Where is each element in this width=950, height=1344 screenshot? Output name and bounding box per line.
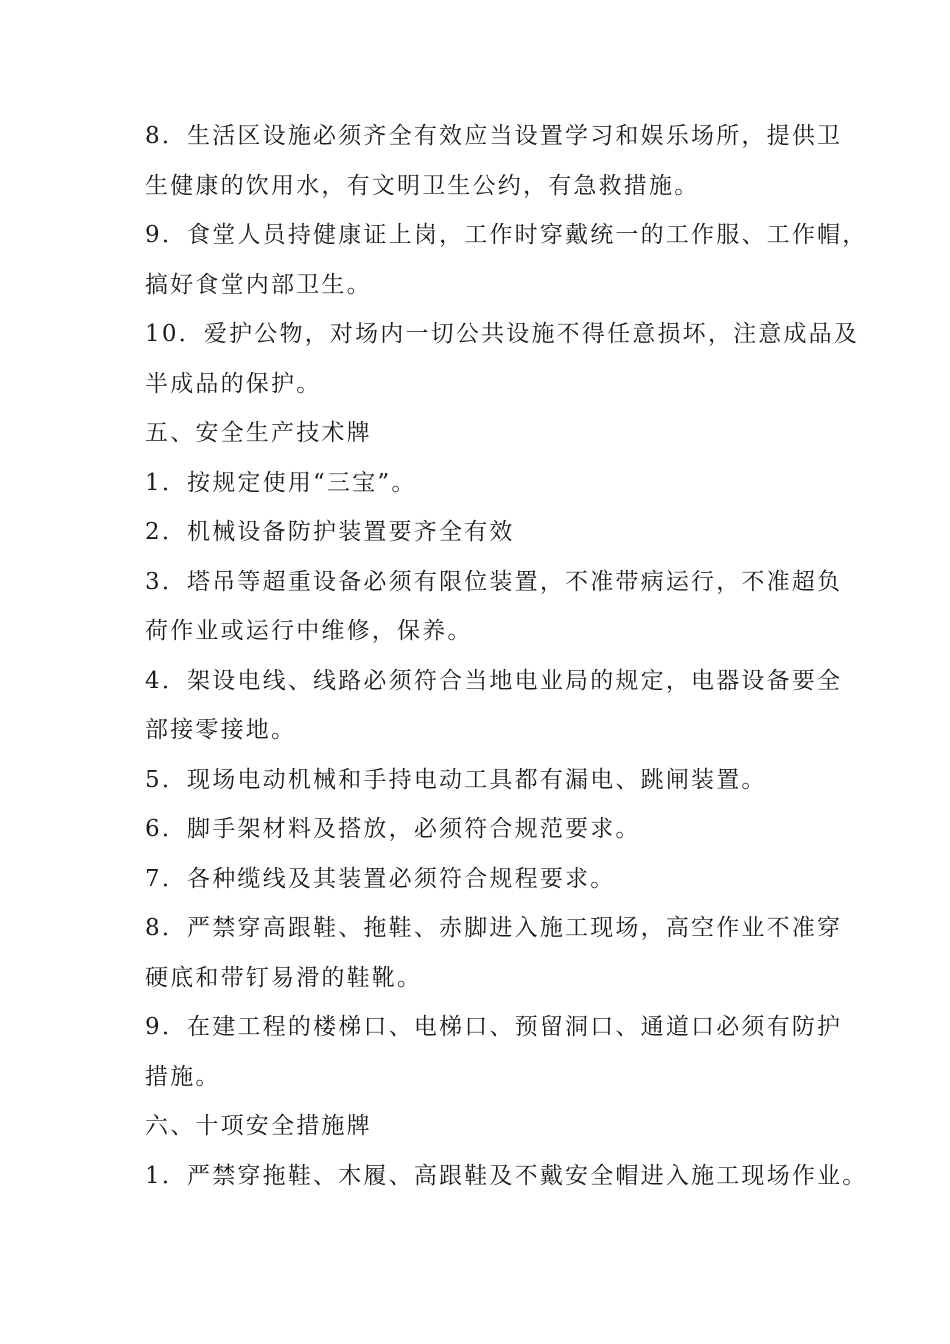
text-line: 8．严禁穿高跟鞋、拖鞋、赤脚进入施工现场，高空作业不准穿: [145, 915, 843, 941]
text-line: 5．现场电动机械和手持电动工具都有漏电、跳闸装置。: [145, 766, 767, 793]
text-line: 9．食堂人员持健康证上岗，工作时穿戴统一的工作服、工作帽，: [145, 222, 868, 248]
text-line: 部接零接地。: [145, 717, 297, 743]
document-body: [145, 112, 868, 1201]
text-line: 4．架设电线、线路必须符合当地电业局的规定，电器设备要全: [145, 667, 843, 694]
text-line: 10．爱护公物，对场内一切公共设施不得任意损坏，注意成品及: [145, 321, 860, 347]
text-line: 搞好食堂内部卫生。: [145, 271, 372, 298]
text-line: 8．生活区设施必须齐全有效应当设置学习和娱乐场所，提供卫: [145, 123, 843, 149]
section-heading: 五、安全生产技术牌: [145, 420, 372, 446]
text-line: 1．严禁穿拖鞋、木履、高跟鞋及不戴安全帽进入施工现场作业。: [145, 1162, 868, 1189]
text-line: 2．机械设备防护装置要齐全有效: [145, 519, 515, 545]
text-line: 7．各种缆线及其装置必须符合规程要求。: [145, 865, 616, 892]
section-heading: 六、十项安全措施牌: [145, 1113, 372, 1139]
text-line: 生健康的饮用水，有文明卫生公约，有急救措施。: [145, 172, 700, 199]
text-line: 半成品的保护。: [145, 370, 322, 397]
text-line: 硬底和带钉易滑的鞋靴。: [145, 964, 423, 991]
text-line: 1．按规定使用“三宝”。: [145, 469, 417, 496]
text-line: 荷作业或运行中维修，保养。: [145, 618, 473, 644]
text-line: 6．脚手架材料及搭放，必须符合规范要求。: [145, 816, 641, 842]
text-line: 3．塔吊等超重设备必须有限位装置，不准带病运行，不准超负: [145, 568, 843, 595]
text-line: 措施。: [145, 1063, 221, 1090]
text-line: 9．在建工程的楼梯口、电梯口、预留洞口、通道口必须有防护: [145, 1014, 843, 1040]
